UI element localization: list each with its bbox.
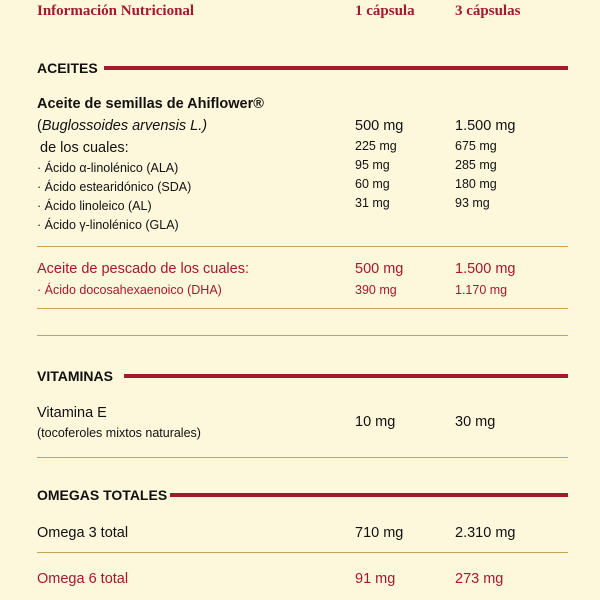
dha-value-1: 390 mg [355, 283, 397, 297]
ahiflower-of-which: de los cuales: [40, 140, 129, 156]
gla-value-1: 31 mg [355, 196, 390, 210]
ala-label: · Ácido α-linolénico (ALA) [37, 161, 179, 175]
al-value-1: 60 mg [355, 177, 390, 191]
ahiflower-oil-name: Aceite de semillas de Ahiflower® [37, 96, 264, 112]
omega6-value-1: 91 mg [355, 571, 396, 587]
gla-value-3: 93 mg [455, 196, 490, 210]
section-title-vitaminas: VITAMINAS [37, 368, 113, 384]
omega3-label: Omega 3 total [37, 525, 129, 541]
row-divider [37, 308, 568, 309]
section-title-aceites: ACEITES [37, 60, 98, 76]
sda-value-3: 285 mg [455, 158, 497, 172]
al-label: · Ácido linoleico (AL) [37, 199, 152, 213]
dha-label: · Ácido docosahexaenoico (DHA) [37, 283, 222, 297]
row-divider [37, 335, 568, 336]
gla-label: · Ácido γ-linolénico (GLA) [37, 218, 179, 232]
al-value-3: 180 mg [455, 177, 497, 191]
vitamin-e-value-1: 10 mg [355, 414, 396, 430]
sda-value-1: 95 mg [355, 158, 390, 172]
table-title: Información Nutricional [37, 3, 195, 19]
ala-value-1: 225 mg [355, 139, 397, 153]
sda-label: · Ácido estearidónico (SDA) [37, 180, 192, 194]
section-divider-aceites [104, 66, 568, 70]
column-header-1-capsule: 1 cápsula [355, 3, 415, 19]
section-divider-omegas [170, 493, 568, 497]
section-divider-vitaminas [124, 374, 568, 378]
ahiflower-value-1: 500 mg [355, 118, 404, 134]
ahiflower-latin-name: (Buglossoides arvensis L.) [37, 118, 208, 134]
omega6-value-3: 273 mg [455, 571, 504, 587]
row-divider [37, 457, 568, 458]
column-header-3-capsules: 3 cápsulas [455, 3, 521, 19]
ala-value-3: 675 mg [455, 139, 497, 153]
dha-value-3: 1.170 mg [455, 283, 508, 297]
row-divider [37, 246, 568, 247]
vitamin-e-name: Vitamina E [37, 405, 107, 421]
fish-oil-name: Aceite de pescado de los cuales: [37, 261, 249, 277]
ahiflower-value-3: 1.500 mg [455, 118, 516, 134]
vitamin-e-value-3: 30 mg [455, 414, 496, 430]
section-title-omegas: OMEGAS TOTALES [37, 487, 168, 503]
omega6-label: Omega 6 total [37, 571, 129, 587]
vitamin-e-sub: (tocoferoles mixtos naturales) [37, 426, 201, 440]
fish-oil-value-1: 500 mg [355, 261, 404, 277]
omega3-value-3: 2.310 mg [455, 525, 516, 541]
omega3-value-1: 710 mg [355, 525, 404, 541]
fish-oil-value-3: 1.500 mg [455, 261, 516, 277]
row-divider [37, 552, 568, 553]
